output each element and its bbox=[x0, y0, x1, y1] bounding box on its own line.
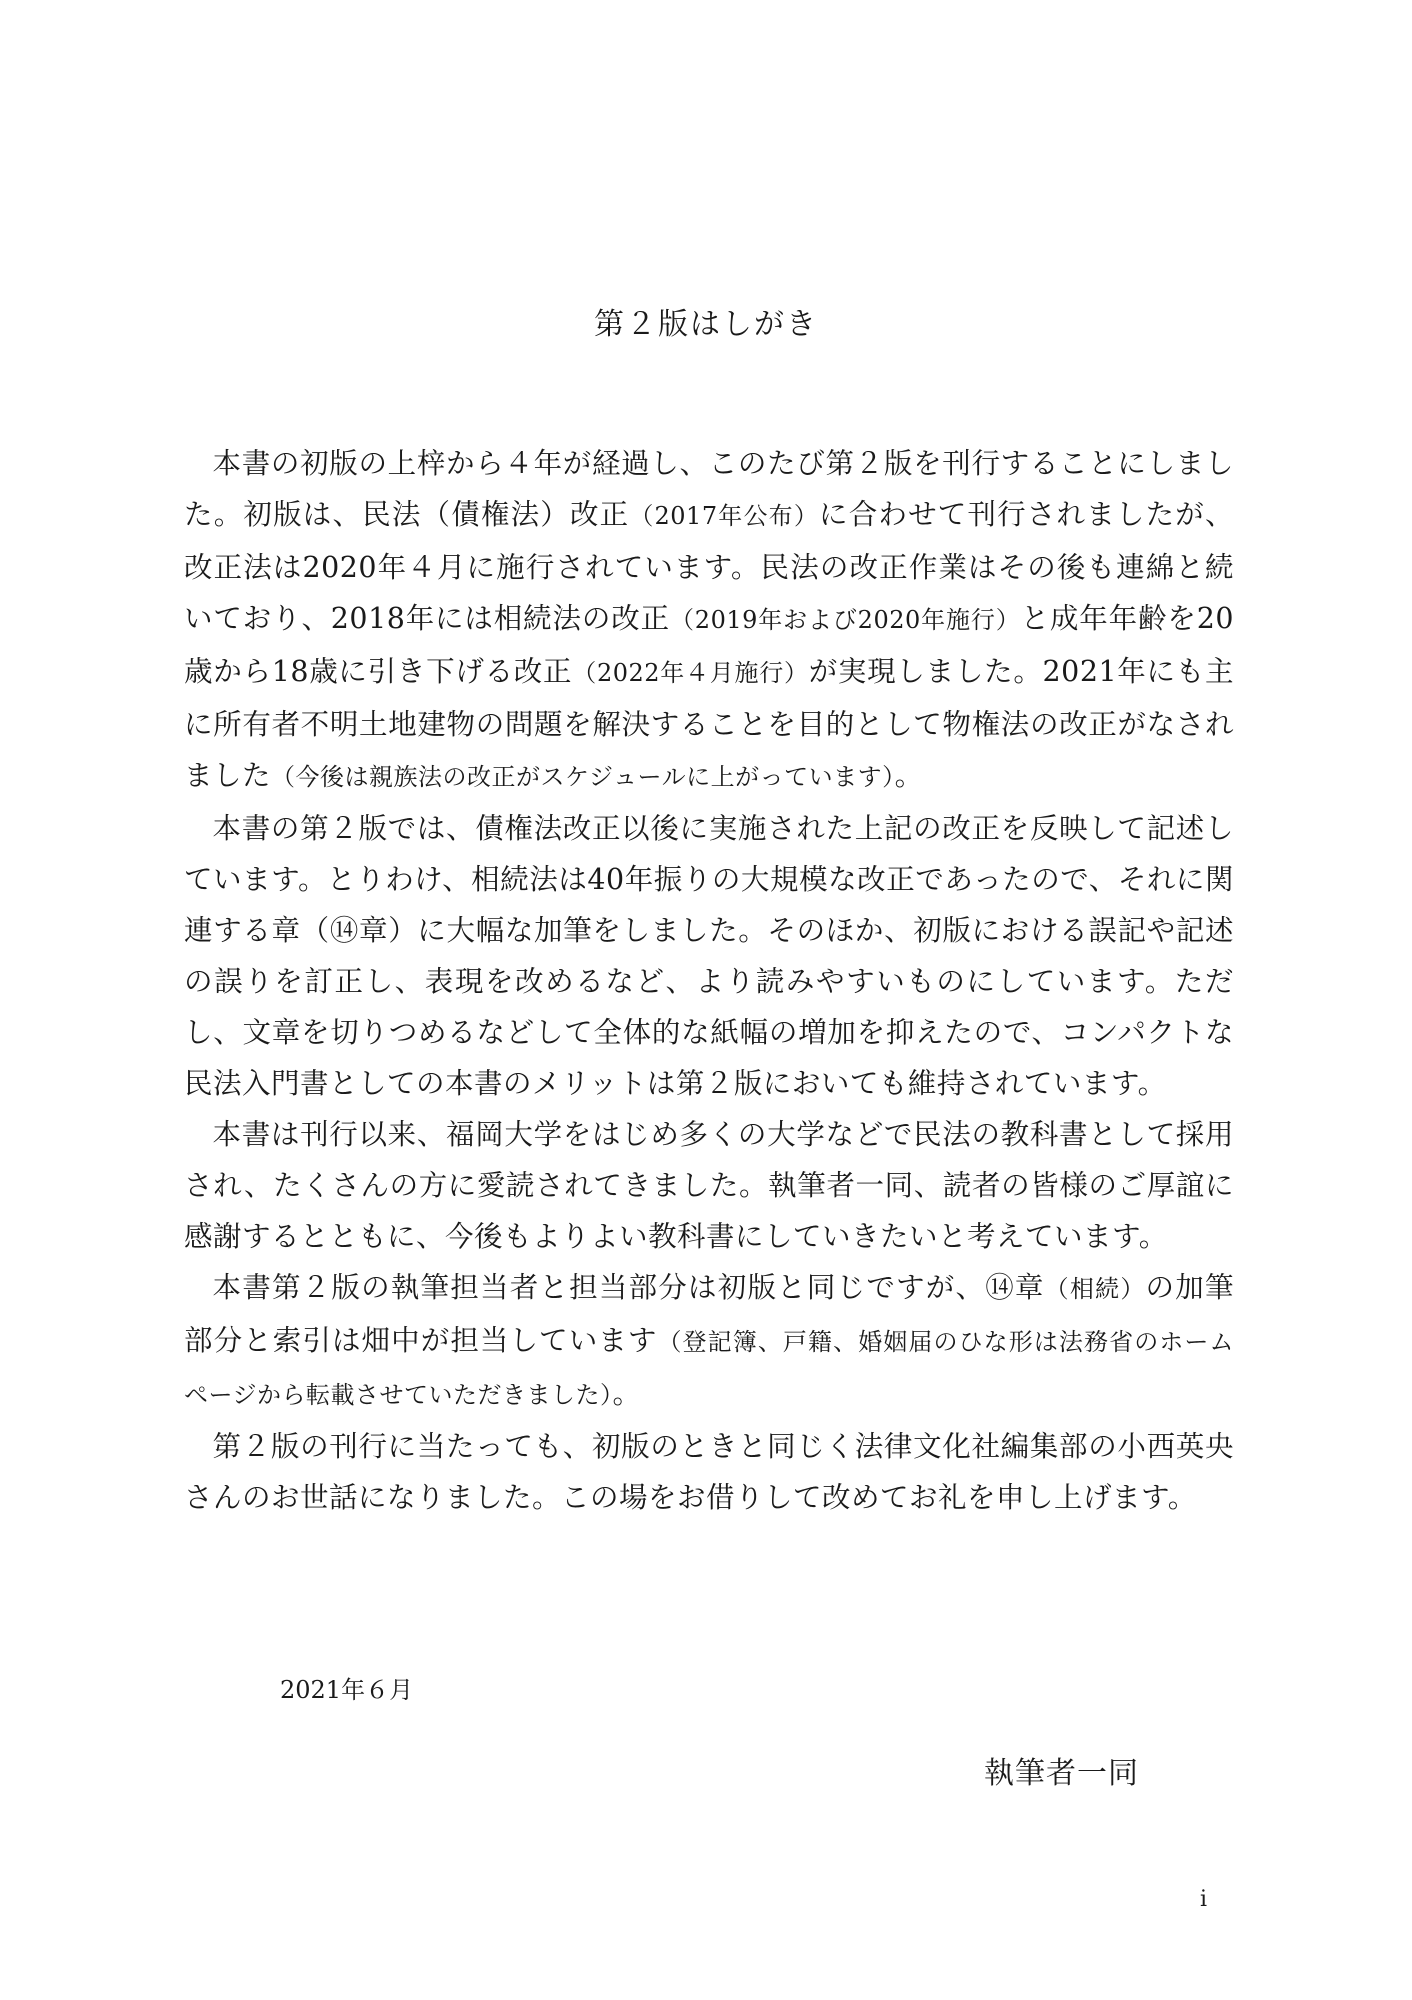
page-title: 第２版はしがき bbox=[594, 307, 818, 342]
paragraph-text: 第２版の刊行に当たっても、初版のときと同じく法律文化社編集部の小西英央さんのお世話になりました。この場をお借りして改めてお礼を申し上げます。 bbox=[184, 1430, 1234, 1514]
paragraph-text: に合わせて刊行されましたが、改正法は2020年４月に施行されています。民法の改正作業はその後も連綿と続いており、2018年には相続法の改正 bbox=[184, 498, 1234, 635]
paragraph bbox=[184, 803, 1234, 1109]
paragraph bbox=[184, 1262, 1234, 1421]
paragraph-text: 本書の初版の上梓から４年が経過し、このたび第２版を刊行することにしました。初版は、民法（債権法）改正 bbox=[184, 447, 1234, 531]
paragraph bbox=[184, 1109, 1234, 1262]
paragraph-note-text: （2019年および2020年施行） bbox=[669, 606, 1021, 634]
paragraph-text: 。 bbox=[894, 759, 924, 792]
page-number: i bbox=[1200, 1887, 1208, 1912]
date-line: 2021年６月 bbox=[280, 1676, 414, 1704]
paragraph-text: 本書第２版の執筆担当者と担当部分は初版と同じですが、⑭章 bbox=[212, 1271, 1045, 1304]
paragraph-note-text: （2017年公布） bbox=[629, 502, 820, 530]
paragraph bbox=[184, 438, 1234, 803]
paragraph-text: の加筆部分と索引は畑中が担当しています bbox=[184, 1271, 1234, 1357]
signature: 執筆者一同 bbox=[984, 1756, 1139, 1791]
body-text bbox=[184, 438, 1234, 1523]
paragraph-note-text: （相続） bbox=[1044, 1275, 1146, 1303]
paragraph-note-text: （2022年４月施行） bbox=[572, 659, 809, 687]
paragraph-text: と成年年齢を20歳から18歳に引き下げる改正 bbox=[184, 602, 1234, 688]
paragraph-note-text: （今後は親族法の改正がスケジュールに上がっています） bbox=[271, 763, 895, 791]
paragraph-text: 本書は刊行以来、福岡大学をはじめ多くの大学などで民法の教科書として採用され、たくさんの方に愛読されてきました。執筆者一同、読者の皆様のご厚誼に感謝するとともに、今後もよりよい教科書にしていきたいと考えています。 bbox=[184, 1118, 1234, 1253]
paragraph-text: 本書の第２版では、債権法改正以後に実施された上記の改正を反映して記述しています。とりわけ、相続法は40年振りの大規模な改正であったので、それに関連する章（⑭章）に大幅な加筆をしました。そのほか、初版における誤記や記述の誤りを訂正し、表現を改めるなど、より読みやすいものにしています。ただし、文章を切りつめるなどして全体的な紙幅の増加を抑えたので、コンパクトな民法入門書としての本書のメリットは第２版においても維持されています。 bbox=[184, 812, 1234, 1100]
paragraph-text: 。 bbox=[612, 1377, 642, 1410]
paragraph-text: が実現しました。2021年にも主に所有者不明土地建物の問題を解決することを目的として物権法の改正がなされました bbox=[184, 655, 1235, 792]
paragraph bbox=[184, 1421, 1234, 1523]
paragraph-note-text: （登記簿、戸籍、婚姻届のひな形は法務省のホームページから転載させていただきました） bbox=[184, 1328, 1234, 1409]
